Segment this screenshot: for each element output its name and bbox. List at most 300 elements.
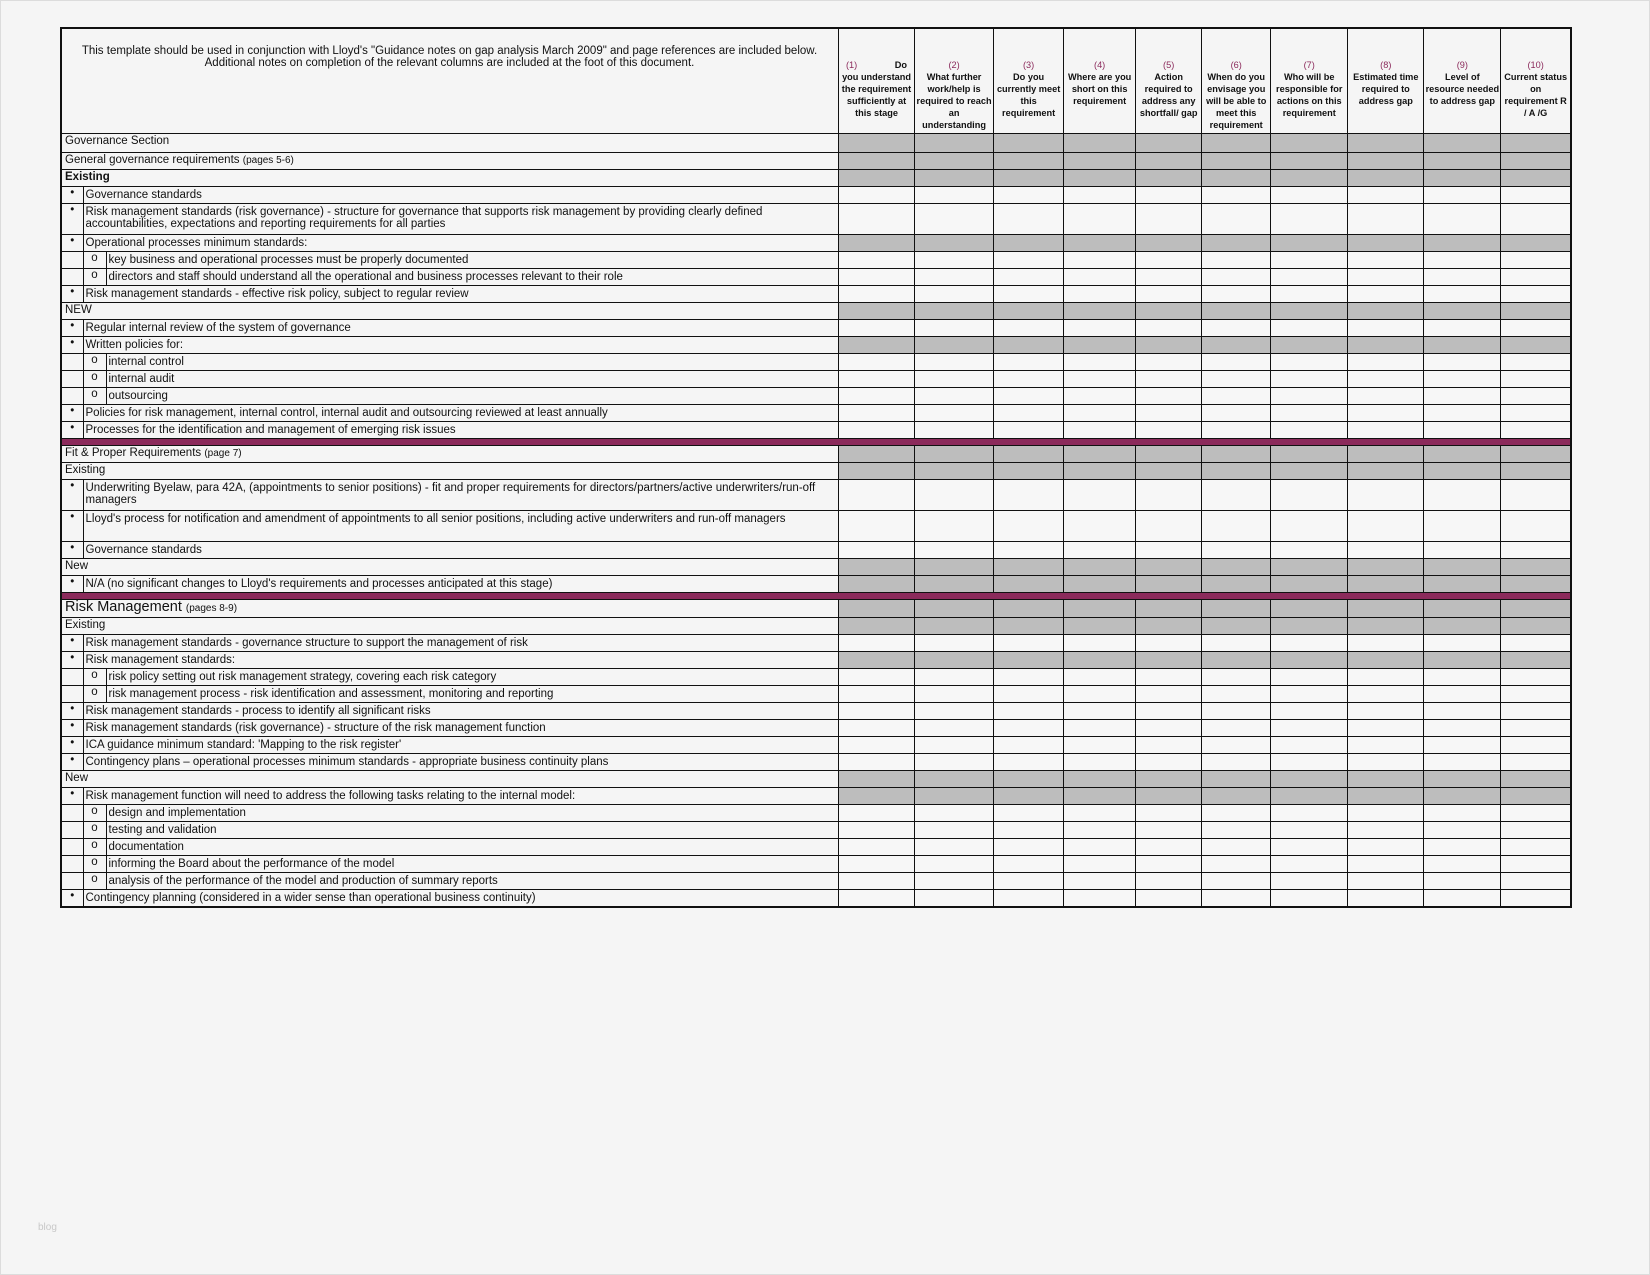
- response-cell-4[interactable]: [1064, 542, 1136, 559]
- response-cell-9[interactable]: [1424, 703, 1501, 720]
- response-cell-8[interactable]: [1348, 204, 1424, 235]
- response-cell-4[interactable]: [1064, 153, 1136, 170]
- response-cell-3[interactable]: [994, 839, 1064, 856]
- response-cell-2[interactable]: [915, 635, 994, 652]
- response-cell-2[interactable]: [915, 856, 994, 873]
- response-cell-7[interactable]: [1271, 669, 1348, 686]
- response-cell-6[interactable]: [1202, 839, 1271, 856]
- response-cell-10[interactable]: [1501, 337, 1571, 354]
- response-cell-8[interactable]: [1348, 354, 1424, 371]
- response-cell-10[interactable]: [1501, 187, 1571, 204]
- response-cell-7[interactable]: [1271, 873, 1348, 890]
- response-cell-1[interactable]: [839, 542, 915, 559]
- response-cell-2[interactable]: [915, 422, 994, 439]
- response-cell-7[interactable]: [1271, 204, 1348, 235]
- response-cell-9[interactable]: [1424, 805, 1501, 822]
- response-cell-8[interactable]: [1348, 754, 1424, 771]
- response-cell-5[interactable]: [1136, 170, 1202, 187]
- response-cell-3[interactable]: [994, 511, 1064, 542]
- response-cell-5[interactable]: [1136, 600, 1202, 618]
- response-cell-1[interactable]: [839, 635, 915, 652]
- response-cell-10[interactable]: [1501, 480, 1571, 511]
- response-cell-10[interactable]: [1501, 320, 1571, 337]
- response-cell-1[interactable]: [839, 446, 915, 463]
- response-cell-5[interactable]: [1136, 134, 1202, 153]
- response-cell-8[interactable]: [1348, 559, 1424, 576]
- response-cell-7[interactable]: [1271, 805, 1348, 822]
- response-cell-2[interactable]: [915, 269, 994, 286]
- response-cell-4[interactable]: [1064, 652, 1136, 669]
- response-cell-3[interactable]: [994, 371, 1064, 388]
- response-cell-4[interactable]: [1064, 856, 1136, 873]
- response-cell-4[interactable]: [1064, 635, 1136, 652]
- response-cell-1[interactable]: [839, 303, 915, 320]
- response-cell-8[interactable]: [1348, 235, 1424, 252]
- response-cell-10[interactable]: [1501, 303, 1571, 320]
- response-cell-4[interactable]: [1064, 771, 1136, 788]
- response-cell-1[interactable]: [839, 204, 915, 235]
- response-cell-4[interactable]: [1064, 559, 1136, 576]
- response-cell-1[interactable]: [839, 388, 915, 405]
- response-cell-5[interactable]: [1136, 652, 1202, 669]
- response-cell-4[interactable]: [1064, 405, 1136, 422]
- response-cell-10[interactable]: [1501, 170, 1571, 187]
- response-cell-10[interactable]: [1501, 720, 1571, 737]
- response-cell-10[interactable]: [1501, 388, 1571, 405]
- response-cell-9[interactable]: [1424, 511, 1501, 542]
- response-cell-8[interactable]: [1348, 576, 1424, 593]
- response-cell-7[interactable]: [1271, 235, 1348, 252]
- response-cell-9[interactable]: [1424, 600, 1501, 618]
- response-cell-1[interactable]: [839, 890, 915, 907]
- response-cell-1[interactable]: [839, 337, 915, 354]
- response-cell-6[interactable]: [1202, 204, 1271, 235]
- response-cell-8[interactable]: [1348, 388, 1424, 405]
- response-cell-3[interactable]: [994, 686, 1064, 703]
- response-cell-3[interactable]: [994, 204, 1064, 235]
- response-cell-8[interactable]: [1348, 737, 1424, 754]
- response-cell-10[interactable]: [1501, 669, 1571, 686]
- response-cell-4[interactable]: [1064, 269, 1136, 286]
- response-cell-10[interactable]: [1501, 511, 1571, 542]
- response-cell-10[interactable]: [1501, 204, 1571, 235]
- response-cell-3[interactable]: [994, 463, 1064, 480]
- response-cell-6[interactable]: [1202, 686, 1271, 703]
- response-cell-9[interactable]: [1424, 737, 1501, 754]
- response-cell-5[interactable]: [1136, 269, 1202, 286]
- response-cell-6[interactable]: [1202, 446, 1271, 463]
- response-cell-3[interactable]: [994, 754, 1064, 771]
- response-cell-10[interactable]: [1501, 422, 1571, 439]
- response-cell-4[interactable]: [1064, 354, 1136, 371]
- response-cell-8[interactable]: [1348, 873, 1424, 890]
- response-cell-5[interactable]: [1136, 388, 1202, 405]
- response-cell-2[interactable]: [915, 405, 994, 422]
- response-cell-5[interactable]: [1136, 204, 1202, 235]
- response-cell-8[interactable]: [1348, 252, 1424, 269]
- response-cell-1[interactable]: [839, 771, 915, 788]
- response-cell-9[interactable]: [1424, 422, 1501, 439]
- response-cell-9[interactable]: [1424, 269, 1501, 286]
- response-cell-1[interactable]: [839, 320, 915, 337]
- response-cell-10[interactable]: [1501, 839, 1571, 856]
- response-cell-10[interactable]: [1501, 269, 1571, 286]
- response-cell-1[interactable]: [839, 405, 915, 422]
- response-cell-1[interactable]: [839, 618, 915, 635]
- response-cell-4[interactable]: [1064, 754, 1136, 771]
- response-cell-4[interactable]: [1064, 303, 1136, 320]
- response-cell-2[interactable]: [915, 446, 994, 463]
- response-cell-8[interactable]: [1348, 170, 1424, 187]
- response-cell-7[interactable]: [1271, 170, 1348, 187]
- response-cell-7[interactable]: [1271, 354, 1348, 371]
- response-cell-8[interactable]: [1348, 771, 1424, 788]
- response-cell-4[interactable]: [1064, 805, 1136, 822]
- response-cell-6[interactable]: [1202, 320, 1271, 337]
- response-cell-8[interactable]: [1348, 822, 1424, 839]
- response-cell-10[interactable]: [1501, 235, 1571, 252]
- response-cell-7[interactable]: [1271, 618, 1348, 635]
- response-cell-3[interactable]: [994, 405, 1064, 422]
- response-cell-2[interactable]: [915, 286, 994, 303]
- response-cell-5[interactable]: [1136, 669, 1202, 686]
- response-cell-3[interactable]: [994, 771, 1064, 788]
- response-cell-10[interactable]: [1501, 652, 1571, 669]
- response-cell-6[interactable]: [1202, 388, 1271, 405]
- response-cell-7[interactable]: [1271, 839, 1348, 856]
- response-cell-4[interactable]: [1064, 618, 1136, 635]
- response-cell-3[interactable]: [994, 388, 1064, 405]
- response-cell-7[interactable]: [1271, 703, 1348, 720]
- response-cell-9[interactable]: [1424, 635, 1501, 652]
- response-cell-2[interactable]: [915, 720, 994, 737]
- response-cell-3[interactable]: [994, 446, 1064, 463]
- response-cell-6[interactable]: [1202, 252, 1271, 269]
- response-cell-8[interactable]: [1348, 446, 1424, 463]
- response-cell-2[interactable]: [915, 320, 994, 337]
- response-cell-4[interactable]: [1064, 187, 1136, 204]
- response-cell-2[interactable]: [915, 788, 994, 805]
- response-cell-7[interactable]: [1271, 737, 1348, 754]
- response-cell-5[interactable]: [1136, 463, 1202, 480]
- response-cell-5[interactable]: [1136, 153, 1202, 170]
- response-cell-10[interactable]: [1501, 618, 1571, 635]
- response-cell-7[interactable]: [1271, 771, 1348, 788]
- response-cell-8[interactable]: [1348, 856, 1424, 873]
- response-cell-9[interactable]: [1424, 480, 1501, 511]
- response-cell-9[interactable]: [1424, 720, 1501, 737]
- response-cell-8[interactable]: [1348, 480, 1424, 511]
- response-cell-4[interactable]: [1064, 170, 1136, 187]
- response-cell-4[interactable]: [1064, 388, 1136, 405]
- response-cell-1[interactable]: [839, 134, 915, 153]
- response-cell-5[interactable]: [1136, 559, 1202, 576]
- response-cell-2[interactable]: [915, 153, 994, 170]
- response-cell-4[interactable]: [1064, 822, 1136, 839]
- response-cell-4[interactable]: [1064, 737, 1136, 754]
- response-cell-3[interactable]: [994, 635, 1064, 652]
- response-cell-6[interactable]: [1202, 771, 1271, 788]
- response-cell-7[interactable]: [1271, 463, 1348, 480]
- response-cell-6[interactable]: [1202, 463, 1271, 480]
- response-cell-4[interactable]: [1064, 371, 1136, 388]
- response-cell-8[interactable]: [1348, 600, 1424, 618]
- response-cell-6[interactable]: [1202, 652, 1271, 669]
- response-cell-9[interactable]: [1424, 576, 1501, 593]
- response-cell-3[interactable]: [994, 235, 1064, 252]
- response-cell-9[interactable]: [1424, 822, 1501, 839]
- response-cell-4[interactable]: [1064, 511, 1136, 542]
- response-cell-3[interactable]: [994, 822, 1064, 839]
- response-cell-3[interactable]: [994, 805, 1064, 822]
- response-cell-6[interactable]: [1202, 822, 1271, 839]
- response-cell-7[interactable]: [1271, 446, 1348, 463]
- response-cell-6[interactable]: [1202, 559, 1271, 576]
- response-cell-3[interactable]: [994, 559, 1064, 576]
- response-cell-2[interactable]: [915, 600, 994, 618]
- response-cell-8[interactable]: [1348, 511, 1424, 542]
- response-cell-10[interactable]: [1501, 371, 1571, 388]
- response-cell-1[interactable]: [839, 856, 915, 873]
- response-cell-6[interactable]: [1202, 788, 1271, 805]
- response-cell-10[interactable]: [1501, 788, 1571, 805]
- response-cell-10[interactable]: [1501, 703, 1571, 720]
- response-cell-10[interactable]: [1501, 754, 1571, 771]
- response-cell-2[interactable]: [915, 618, 994, 635]
- response-cell-4[interactable]: [1064, 235, 1136, 252]
- response-cell-5[interactable]: [1136, 839, 1202, 856]
- response-cell-2[interactable]: [915, 134, 994, 153]
- response-cell-7[interactable]: [1271, 856, 1348, 873]
- response-cell-2[interactable]: [915, 303, 994, 320]
- response-cell-1[interactable]: [839, 511, 915, 542]
- response-cell-7[interactable]: [1271, 252, 1348, 269]
- response-cell-2[interactable]: [915, 839, 994, 856]
- response-cell-5[interactable]: [1136, 187, 1202, 204]
- response-cell-8[interactable]: [1348, 703, 1424, 720]
- response-cell-2[interactable]: [915, 235, 994, 252]
- response-cell-9[interactable]: [1424, 371, 1501, 388]
- response-cell-8[interactable]: [1348, 542, 1424, 559]
- response-cell-1[interactable]: [839, 686, 915, 703]
- response-cell-9[interactable]: [1424, 187, 1501, 204]
- response-cell-8[interactable]: [1348, 669, 1424, 686]
- response-cell-7[interactable]: [1271, 788, 1348, 805]
- response-cell-1[interactable]: [839, 576, 915, 593]
- response-cell-9[interactable]: [1424, 170, 1501, 187]
- response-cell-1[interactable]: [839, 600, 915, 618]
- response-cell-9[interactable]: [1424, 405, 1501, 422]
- response-cell-9[interactable]: [1424, 204, 1501, 235]
- response-cell-4[interactable]: [1064, 252, 1136, 269]
- response-cell-1[interactable]: [839, 839, 915, 856]
- response-cell-1[interactable]: [839, 805, 915, 822]
- response-cell-6[interactable]: [1202, 737, 1271, 754]
- response-cell-7[interactable]: [1271, 388, 1348, 405]
- response-cell-10[interactable]: [1501, 446, 1571, 463]
- response-cell-9[interactable]: [1424, 463, 1501, 480]
- response-cell-4[interactable]: [1064, 446, 1136, 463]
- response-cell-2[interactable]: [915, 771, 994, 788]
- response-cell-6[interactable]: [1202, 890, 1271, 907]
- response-cell-8[interactable]: [1348, 187, 1424, 204]
- response-cell-1[interactable]: [839, 703, 915, 720]
- response-cell-4[interactable]: [1064, 204, 1136, 235]
- response-cell-1[interactable]: [839, 737, 915, 754]
- response-cell-1[interactable]: [839, 788, 915, 805]
- response-cell-2[interactable]: [915, 754, 994, 771]
- response-cell-7[interactable]: [1271, 635, 1348, 652]
- response-cell-10[interactable]: [1501, 576, 1571, 593]
- response-cell-8[interactable]: [1348, 788, 1424, 805]
- response-cell-4[interactable]: [1064, 686, 1136, 703]
- response-cell-5[interactable]: [1136, 235, 1202, 252]
- response-cell-9[interactable]: [1424, 559, 1501, 576]
- response-cell-6[interactable]: [1202, 618, 1271, 635]
- response-cell-9[interactable]: [1424, 669, 1501, 686]
- response-cell-7[interactable]: [1271, 754, 1348, 771]
- response-cell-4[interactable]: [1064, 839, 1136, 856]
- response-cell-5[interactable]: [1136, 511, 1202, 542]
- response-cell-9[interactable]: [1424, 542, 1501, 559]
- response-cell-9[interactable]: [1424, 286, 1501, 303]
- response-cell-5[interactable]: [1136, 873, 1202, 890]
- response-cell-8[interactable]: [1348, 153, 1424, 170]
- response-cell-8[interactable]: [1348, 635, 1424, 652]
- response-cell-8[interactable]: [1348, 720, 1424, 737]
- response-cell-7[interactable]: [1271, 686, 1348, 703]
- response-cell-6[interactable]: [1202, 669, 1271, 686]
- response-cell-6[interactable]: [1202, 422, 1271, 439]
- response-cell-6[interactable]: [1202, 187, 1271, 204]
- response-cell-10[interactable]: [1501, 559, 1571, 576]
- response-cell-2[interactable]: [915, 371, 994, 388]
- response-cell-6[interactable]: [1202, 511, 1271, 542]
- response-cell-6[interactable]: [1202, 303, 1271, 320]
- response-cell-10[interactable]: [1501, 600, 1571, 618]
- response-cell-1[interactable]: [839, 170, 915, 187]
- response-cell-8[interactable]: [1348, 805, 1424, 822]
- response-cell-1[interactable]: [839, 559, 915, 576]
- response-cell-1[interactable]: [839, 720, 915, 737]
- response-cell-5[interactable]: [1136, 576, 1202, 593]
- response-cell-2[interactable]: [915, 354, 994, 371]
- response-cell-4[interactable]: [1064, 480, 1136, 511]
- response-cell-6[interactable]: [1202, 754, 1271, 771]
- response-cell-7[interactable]: [1271, 480, 1348, 511]
- response-cell-5[interactable]: [1136, 446, 1202, 463]
- response-cell-10[interactable]: [1501, 134, 1571, 153]
- response-cell-6[interactable]: [1202, 405, 1271, 422]
- response-cell-7[interactable]: [1271, 337, 1348, 354]
- response-cell-3[interactable]: [994, 873, 1064, 890]
- response-cell-9[interactable]: [1424, 354, 1501, 371]
- response-cell-5[interactable]: [1136, 252, 1202, 269]
- response-cell-10[interactable]: [1501, 153, 1571, 170]
- response-cell-6[interactable]: [1202, 635, 1271, 652]
- response-cell-4[interactable]: [1064, 286, 1136, 303]
- response-cell-1[interactable]: [839, 286, 915, 303]
- response-cell-8[interactable]: [1348, 286, 1424, 303]
- response-cell-7[interactable]: [1271, 153, 1348, 170]
- response-cell-3[interactable]: [994, 170, 1064, 187]
- response-cell-2[interactable]: [915, 337, 994, 354]
- response-cell-7[interactable]: [1271, 576, 1348, 593]
- response-cell-4[interactable]: [1064, 600, 1136, 618]
- response-cell-1[interactable]: [839, 422, 915, 439]
- response-cell-6[interactable]: [1202, 873, 1271, 890]
- response-cell-6[interactable]: [1202, 703, 1271, 720]
- response-cell-2[interactable]: [915, 873, 994, 890]
- response-cell-5[interactable]: [1136, 618, 1202, 635]
- response-cell-7[interactable]: [1271, 320, 1348, 337]
- response-cell-7[interactable]: [1271, 286, 1348, 303]
- response-cell-1[interactable]: [839, 371, 915, 388]
- response-cell-9[interactable]: [1424, 788, 1501, 805]
- response-cell-4[interactable]: [1064, 422, 1136, 439]
- response-cell-9[interactable]: [1424, 252, 1501, 269]
- response-cell-4[interactable]: [1064, 788, 1136, 805]
- response-cell-8[interactable]: [1348, 463, 1424, 480]
- response-cell-8[interactable]: [1348, 303, 1424, 320]
- response-cell-6[interactable]: [1202, 480, 1271, 511]
- response-cell-10[interactable]: [1501, 542, 1571, 559]
- response-cell-4[interactable]: [1064, 320, 1136, 337]
- response-cell-8[interactable]: [1348, 320, 1424, 337]
- response-cell-1[interactable]: [839, 480, 915, 511]
- response-cell-1[interactable]: [839, 873, 915, 890]
- response-cell-5[interactable]: [1136, 422, 1202, 439]
- response-cell-9[interactable]: [1424, 839, 1501, 856]
- response-cell-7[interactable]: [1271, 542, 1348, 559]
- response-cell-6[interactable]: [1202, 856, 1271, 873]
- response-cell-7[interactable]: [1271, 134, 1348, 153]
- response-cell-9[interactable]: [1424, 890, 1501, 907]
- response-cell-5[interactable]: [1136, 286, 1202, 303]
- response-cell-5[interactable]: [1136, 720, 1202, 737]
- response-cell-1[interactable]: [839, 669, 915, 686]
- response-cell-2[interactable]: [915, 890, 994, 907]
- response-cell-9[interactable]: [1424, 652, 1501, 669]
- response-cell-5[interactable]: [1136, 542, 1202, 559]
- response-cell-5[interactable]: [1136, 856, 1202, 873]
- response-cell-2[interactable]: [915, 542, 994, 559]
- response-cell-6[interactable]: [1202, 576, 1271, 593]
- response-cell-3[interactable]: [994, 669, 1064, 686]
- response-cell-9[interactable]: [1424, 337, 1501, 354]
- response-cell-5[interactable]: [1136, 737, 1202, 754]
- response-cell-7[interactable]: [1271, 720, 1348, 737]
- response-cell-10[interactable]: [1501, 686, 1571, 703]
- response-cell-4[interactable]: [1064, 873, 1136, 890]
- response-cell-3[interactable]: [994, 600, 1064, 618]
- response-cell-6[interactable]: [1202, 235, 1271, 252]
- response-cell-9[interactable]: [1424, 873, 1501, 890]
- response-cell-7[interactable]: [1271, 511, 1348, 542]
- response-cell-8[interactable]: [1348, 422, 1424, 439]
- response-cell-1[interactable]: [839, 754, 915, 771]
- response-cell-8[interactable]: [1348, 652, 1424, 669]
- response-cell-3[interactable]: [994, 652, 1064, 669]
- response-cell-2[interactable]: [915, 703, 994, 720]
- response-cell-6[interactable]: [1202, 286, 1271, 303]
- response-cell-6[interactable]: [1202, 134, 1271, 153]
- response-cell-5[interactable]: [1136, 354, 1202, 371]
- response-cell-10[interactable]: [1501, 805, 1571, 822]
- response-cell-3[interactable]: [994, 618, 1064, 635]
- response-cell-6[interactable]: [1202, 269, 1271, 286]
- response-cell-1[interactable]: [839, 252, 915, 269]
